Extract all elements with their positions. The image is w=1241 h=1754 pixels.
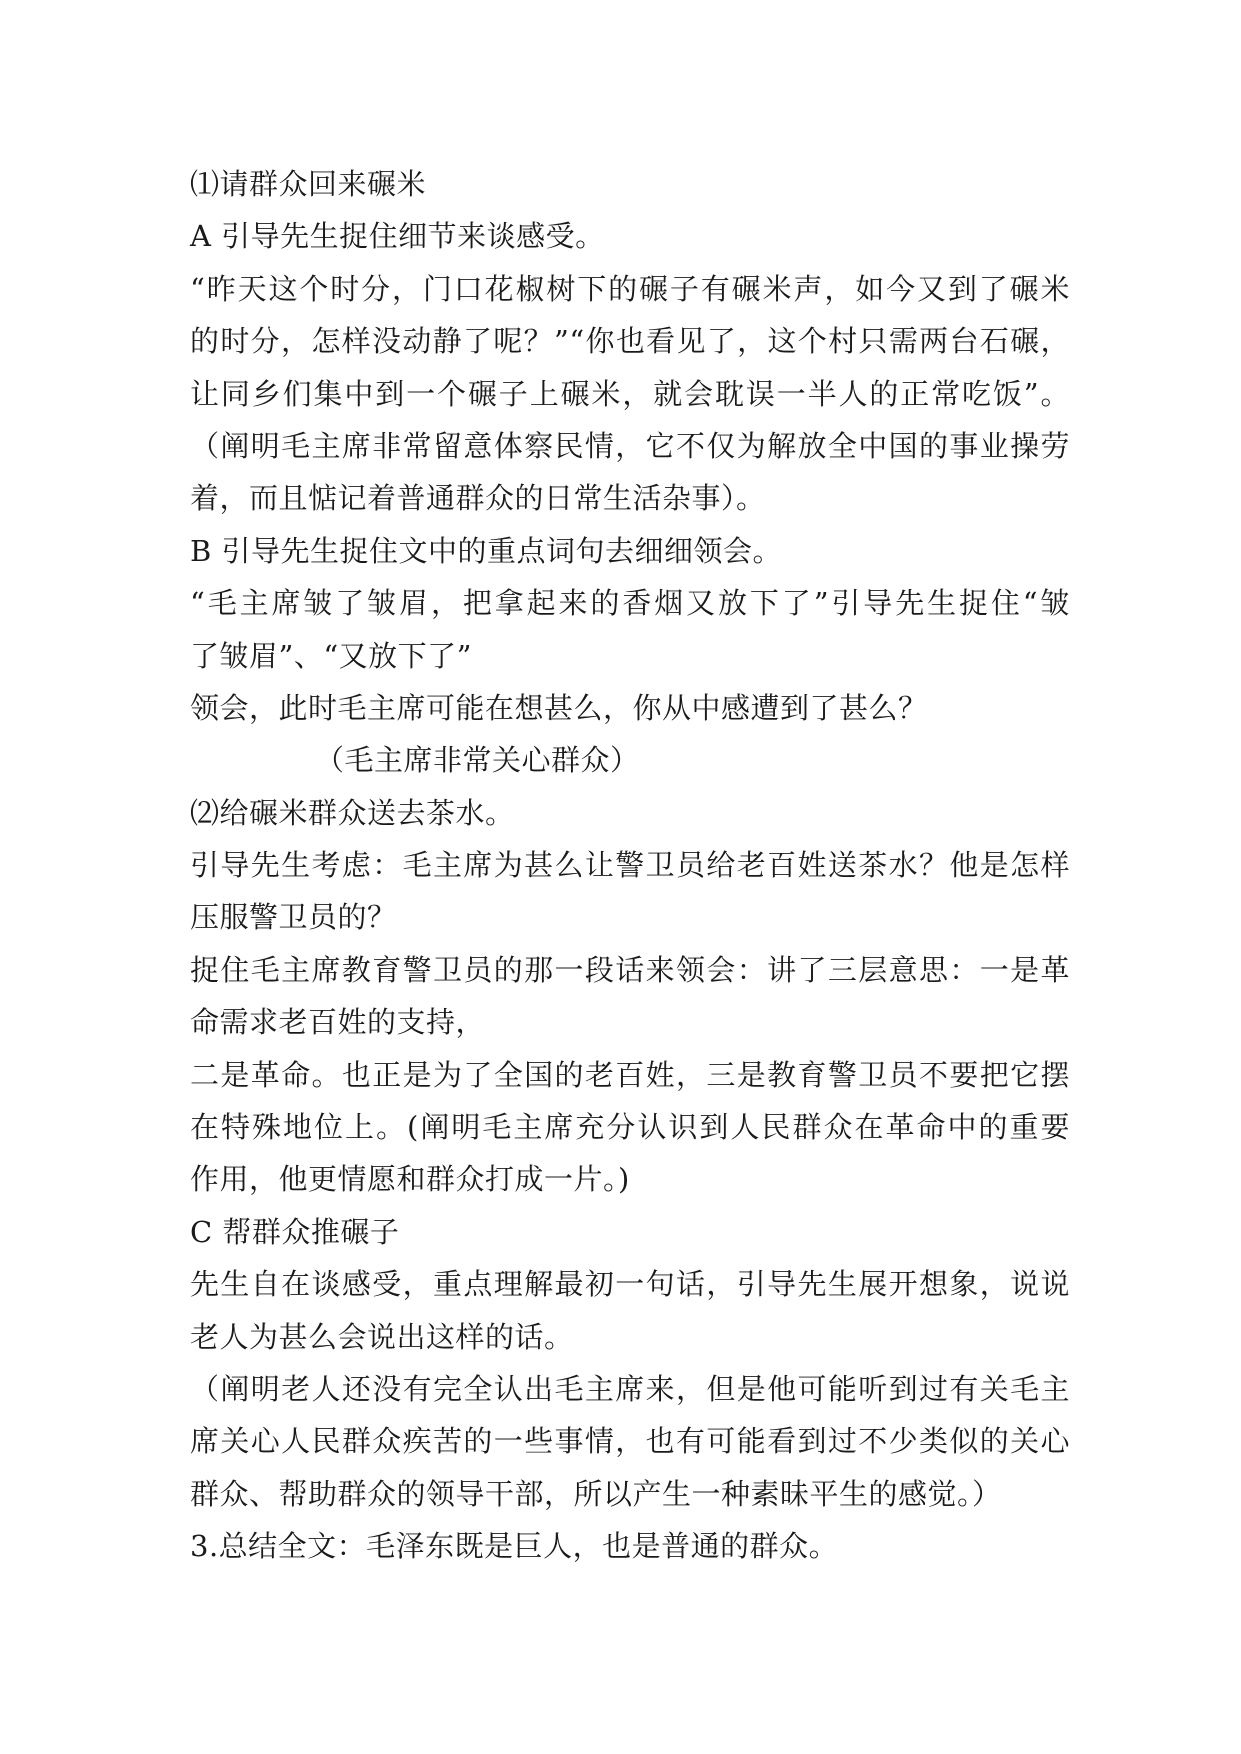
paragraph-line: 先生自在谈感受，重点理解最初一句话，引导先生展开想象，说说 <box>190 1267 1070 1302</box>
paragraph-line: 捉住毛主席教育警卫员的那一段话来领会：讲了三层意思：一是革 <box>190 952 1070 987</box>
paragraph-line: 着，而且惦记着普通群众的日常生活杂事）。 <box>190 481 766 516</box>
subheading-c: C 帮群众推碾子 <box>190 1214 400 1249</box>
paragraph-line: （阐明毛主席非常留意体察民情，它不仅为解放全中国的事业操劳 <box>190 428 1070 463</box>
summary-line: 3.总结全文：毛泽东既是巨人，也是普通的群众。 <box>190 1529 839 1564</box>
paragraph-line: 了皱眉”、“又放下了” <box>190 638 472 673</box>
paragraph-line: 引导先生考虑：毛主席为甚么让警卫员给老百姓送茶水？他是怎样 <box>190 848 1070 883</box>
paragraph-line: 压服警卫员的？ <box>190 900 397 935</box>
paragraph-line: 的时分，怎样没动静了呢？”“你也看见了，这个村只需两台石碾， <box>190 324 1070 359</box>
paragraph-line: （阐明老人还没有完全认出毛主席来，但是他可能听到过有关毛主 <box>190 1371 1070 1406</box>
paragraph-line: “毛主席皱了皱眉，把拿起来的香烟又放下了”引导先生捉住“皱 <box>190 586 1070 621</box>
paragraph-line: 群众、帮助群众的领导干部，所以产生一种素昧平生的感觉。） <box>190 1476 1002 1511</box>
paragraph-line: 领会，此时毛主席可能在想甚么，你从中感遭到了甚么？ <box>190 690 928 725</box>
paragraph-line: 让同乡们集中到一个碾子上碾米，就会耽误一半人的正常吃饭”。 <box>190 376 1070 411</box>
paragraph-line: 老人为甚么会说出这样的话。 <box>190 1319 574 1354</box>
document-body <box>190 158 1070 1573</box>
paragraph-line: 在特殊地位上。(阐明毛主席充分认识到人民群众在革命中的重要 <box>190 1110 1070 1145</box>
paragraph-line: 作用，他更情愿和群众打成一片。) <box>190 1162 630 1197</box>
paragraph-line: 二是革命。也正是为了全国的老百姓，三是教育警卫员不要把它摆 <box>190 1057 1070 1092</box>
subheading-b: B 引导先生捉住文中的重点词句去细细领会。 <box>190 533 783 568</box>
centered-note: （毛主席非常关心群众） <box>315 743 640 778</box>
section-heading-2: ⑵给碾米群众送去茶水。 <box>190 795 515 830</box>
subheading-a: A 引导先生捉住细节来谈感受。 <box>190 219 605 254</box>
paragraph-line: 席关心人民群众疾苦的一些事情，也有可能看到过不少类似的关心 <box>190 1424 1070 1459</box>
paragraph-line: “昨天这个时分，门口花椒树下的碾子有碾米声，如今又到了碾米 <box>190 271 1070 306</box>
paragraph-line: 命需求老百姓的支持， <box>190 1005 486 1040</box>
section-heading-1: ⑴请群众回来碾米 <box>190 167 427 201</box>
